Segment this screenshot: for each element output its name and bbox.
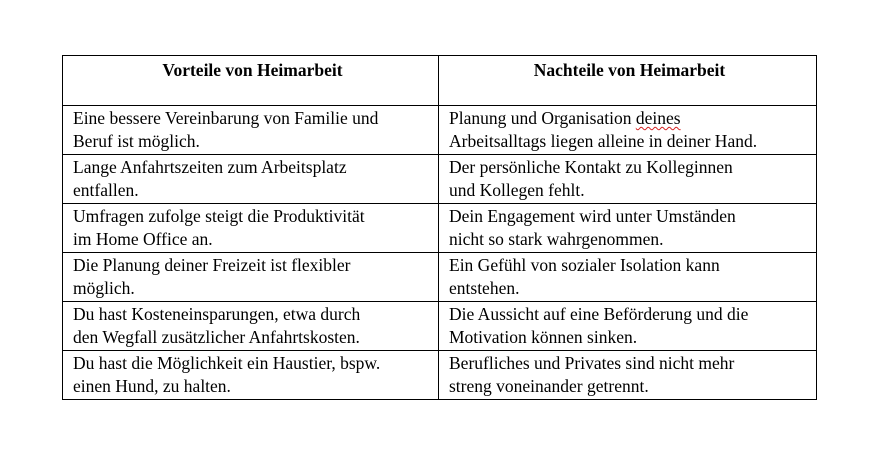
disadvantage-cell	[439, 204, 817, 253]
advantage-cell	[63, 106, 439, 155]
advantage-text: Du hast die Möglichkeit ein Haustier, bspw. einen Hund, zu halten.	[73, 353, 381, 396]
table-row	[63, 204, 817, 253]
table-row	[63, 106, 817, 155]
disadvantage-cell	[439, 302, 817, 351]
table-row	[63, 302, 817, 351]
disadvantage-text: Die Aussicht auf eine Beförderung und die Motivation können sinken.	[449, 304, 749, 347]
disadvantage-text	[449, 107, 810, 153]
disadvantage-cell	[439, 106, 817, 155]
advantage-cell	[63, 155, 439, 204]
table-row	[63, 155, 817, 204]
advantage-cell	[63, 204, 439, 253]
advantage-text: Lange Anfahrtszeiten zum Arbeitsplatz entfallen.	[73, 157, 347, 200]
advantage-text: Umfragen zufolge steigt die Produktivität im Home Office an.	[73, 206, 365, 249]
disadvantage-cell	[439, 155, 817, 204]
table-row	[63, 253, 817, 302]
table-header-row	[63, 56, 817, 106]
disadvantage-cell	[439, 351, 817, 400]
disadvantage-text: Der persönliche Kontakt zu Kolleginnen und Kollegen fehlt.	[449, 157, 733, 200]
disadvantage-text: Dein Engagement wird unter Umständen nicht so stark wahrgenommen.	[449, 206, 736, 249]
advantage-cell	[63, 302, 439, 351]
header-disadvantages: Nachteile von Heimarbeit	[439, 56, 817, 106]
disadvantage-text: Ein Gefühl von sozialer Isolation kann entstehen.	[449, 255, 720, 298]
advantage-text: Eine bessere Vereinbarung von Familie und Beruf ist möglich.	[73, 108, 379, 151]
table-row	[63, 351, 817, 400]
advantage-cell	[63, 351, 439, 400]
advantage-cell	[63, 253, 439, 302]
advantage-text: Du hast Kosteneinsparungen, etwa durch den Wegfall zusätzlicher Anfahrtskosten.	[73, 304, 361, 347]
disadvantage-text-part: Arbeitsalltags liegen alleine in deiner Hand.	[449, 131, 758, 151]
disadvantage-cell	[439, 253, 817, 302]
advantage-text: Die Planung deiner Freizeit ist flexibler möglich.	[73, 255, 351, 298]
disadvantage-text-part: Planung und Organisation	[449, 108, 636, 128]
spellcheck-marked-word: deines	[635, 108, 681, 128]
header-advantages: Vorteile von Heimarbeit	[63, 56, 439, 106]
disadvantage-text: Berufliches und Privates sind nicht mehr streng voneinander getrennt.	[449, 353, 735, 396]
pros-cons-table	[62, 55, 817, 400]
